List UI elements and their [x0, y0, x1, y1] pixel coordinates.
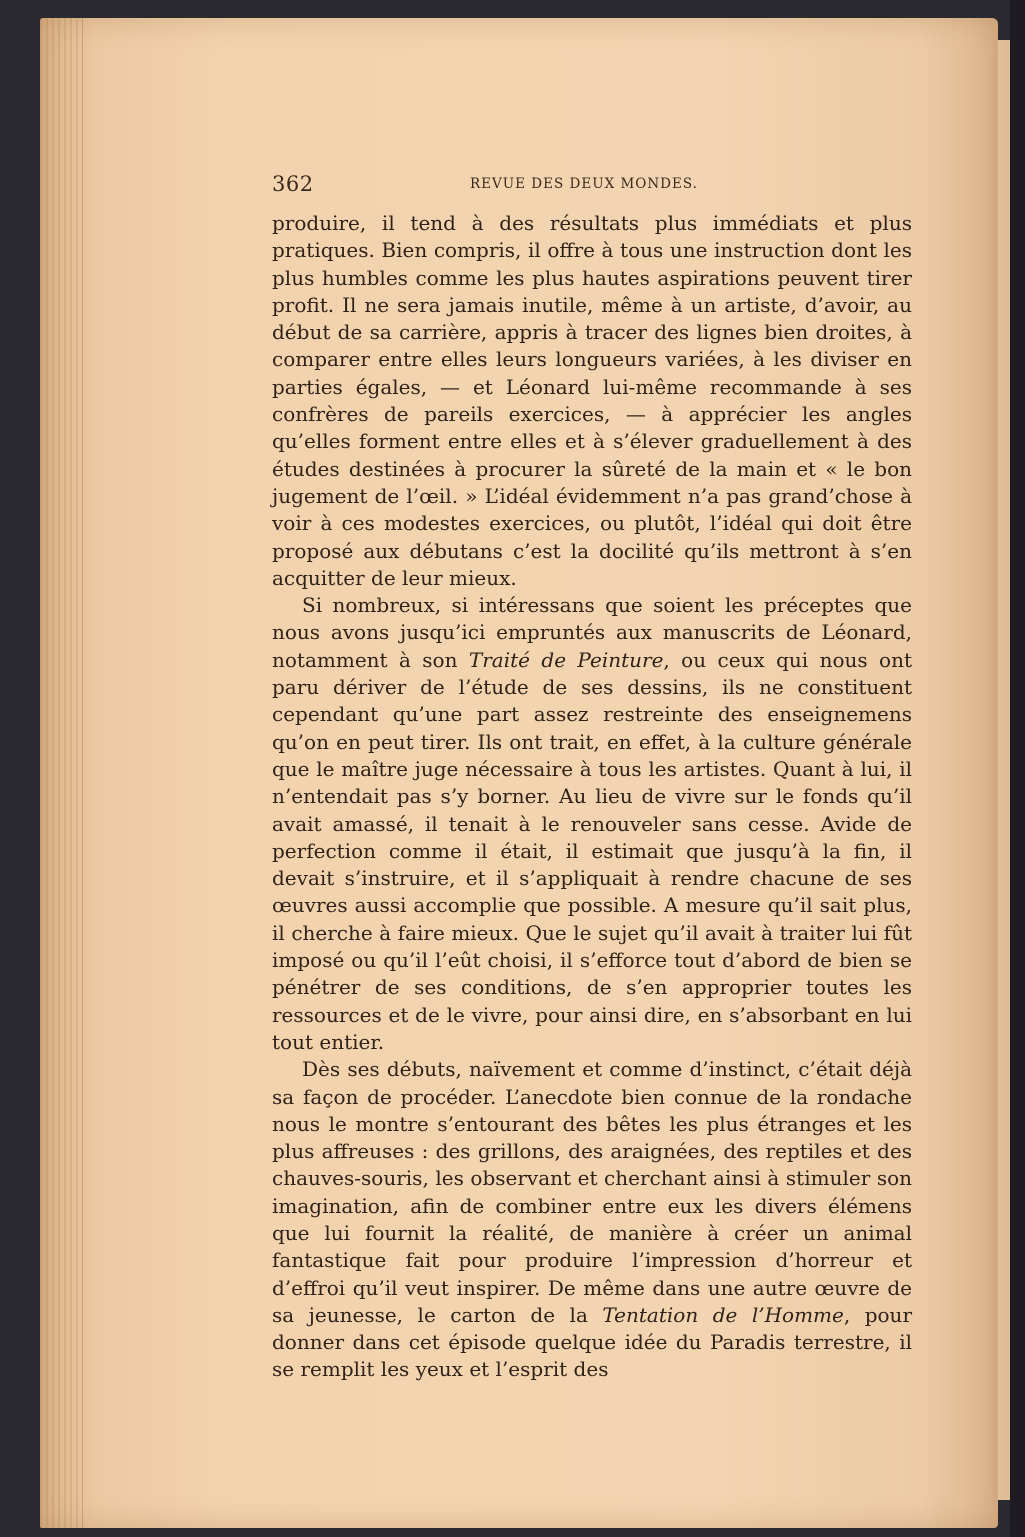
- page-number: 362: [272, 172, 314, 196]
- running-title: REVUE DES DEUX MONDES.: [470, 176, 698, 192]
- paragraph-3-text-after: , pour donner dans cet épisode quelque idée du Paradis terrestre, il se remplit les yeux et l’esprit des: [272, 1302, 913, 1382]
- body-text: [272, 210, 912, 1384]
- paragraph-1-text: produire, il tend à des résultats plus immédiats et plus pratiques. Bien compris, il offre à tous une instruction dont les plus humbles comme les plus hautes aspirations peuvent tirer profit. Il ne sera jamais inutile, même à un artiste, d’avoir, au début de sa carrière, appris à tracer des lignes bien droites, à comparer entre elles leurs longueurs variées, à les diviser en parties égales, — et Léonard lui-même recommande à ses confrères de pareils exercices, — à apprécier les angles qu’elles forment entre elles et à s’élever graduellement à des études destinées à procurer la sûreté de la main et « le bon jugement de l’œil. » L’idéal évidemment n’a pas grand’chose à voir à ces modestes exercices, ou plutôt, l’idéal qui doit être proposé aux débutans c’est la docilité qu’ils mettront à s’en acquitter de leur mieux.: [272, 211, 912, 590]
- paragraph-2-text-after: , ou ceux qui nous ont paru dériver de l’étude de ses dessins, ils ne constituent cependant qu’une part assez restreinte des enseignemens qu’on en peut tirer. Ils ont trait, en effet, à la culture générale que le maître juge nécessaire à tous les artistes. Quant à lui, il n’entendait pas s’y borner. Au lieu de vivre sur le fonds qu’il avait amassé, il tenait à le renouveler sans cesse. Avide de perfection comme il était, il estimait que jusqu’à la fin, il devait s’instruire, et il s’appliquait à rendre chacune de ses œuvres aussi accomplie que possible. A mesure qu’il sait plus, il cherche à faire mieux. Que le sujet qu’il avait à traiter lui fût imposé ou qu’il l’eût choisi, il s’efforce tout d’abord de bien se pénétrer de ses conditions, de s’en approprier toutes les ressources et de le vivre, pour ainsi dire, en s’absorbant en lui tout entier.: [272, 647, 913, 1054]
- book-title-traite-de-peinture: Traité de Peinture: [468, 647, 664, 672]
- work-title-tentation-de-l-homme: Tentation de l’Homme: [602, 1302, 844, 1327]
- paragraph-2-text-before: Si nombreux, si intéressans que soient les préceptes que nous avons jusqu’ici empruntés aux manuscrits de Léonard, notamment à son: [272, 593, 912, 672]
- background-edge: [1010, 0, 1025, 1537]
- paragraph-3: [272, 1056, 912, 1384]
- paragraph-3-text-before: Dès ses débuts, naïvement et comme d’instinct, c’était déjà sa façon de procéder. L’anecdote bien connue de la rondache nous le montre s’entourant des bêtes les plus étranges et les plus affreuses : des grillons, des araignées, des reptiles et des chauves-souris, les observant et cherchant ainsi à stimuler son imagination, afin de combiner entre eux les divers élémens que lui fournit la réalité, de manière à créer un animal fantastique fait pour produire l’impression d’horreur et d’effroi qu’il veut inspirer. De même dans une autre œuvre de sa jeunesse, le carton de la: [272, 1057, 912, 1327]
- paragraph-1: [272, 210, 912, 592]
- paragraph-2: [272, 592, 912, 1056]
- page-header: [272, 172, 912, 200]
